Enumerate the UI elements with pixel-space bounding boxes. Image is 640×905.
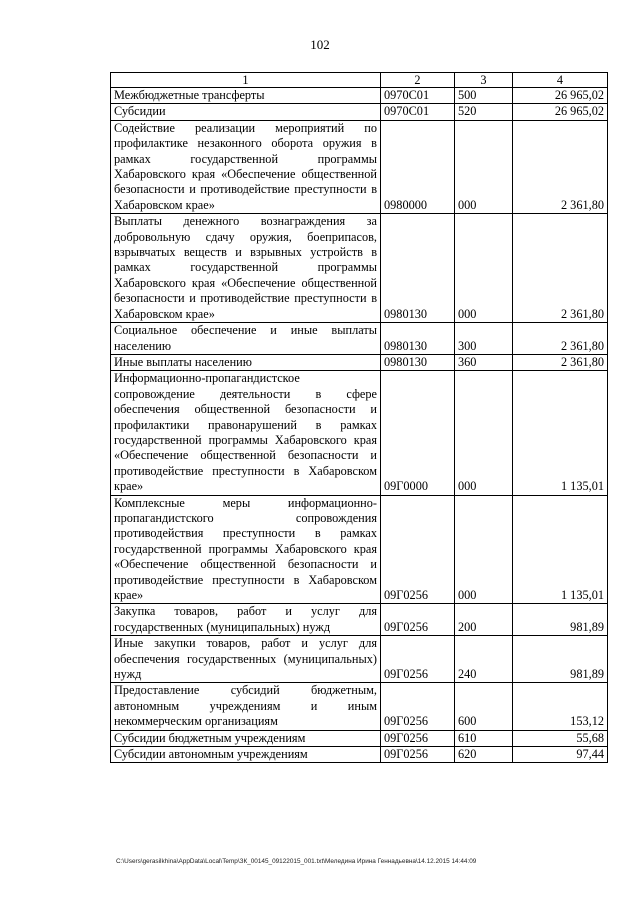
row-amount-cell: 97,44: [513, 747, 608, 763]
row-code-cell: 09Г0256: [381, 636, 455, 683]
row-name-cell: Субсидии автономным учреждениям: [111, 747, 381, 763]
row-kind-cell: 000: [455, 214, 513, 323]
row-code-cell: 0980130: [381, 214, 455, 323]
row-kind-cell: 620: [455, 747, 513, 763]
row-name-cell: Закупка товаров, работ и услуг для государственных (муниципальных) нужд: [111, 604, 381, 636]
row-amount-cell: 2 361,80: [513, 120, 608, 213]
header-cell-3: 3: [455, 73, 513, 88]
row-code-cell: 09Г0256: [381, 730, 455, 746]
row-amount-cell: 55,68: [513, 730, 608, 746]
table-row: [111, 747, 608, 763]
row-name-cell: Выплаты денежного вознаграждения за добровольную сдачу оружия, боеприпасов, взрывчатых веществ и взрывных устройств в рамках государственной программы Хабаровского края «Обеспечение общественной безопасности и противодействие преступности в Хабаровском крае»: [111, 214, 381, 323]
row-amount-cell: 153,12: [513, 683, 608, 730]
table-row: [111, 214, 608, 323]
table-row: [111, 88, 608, 104]
row-code-cell: 09Г0256: [381, 604, 455, 636]
row-name-cell: Субсидии бюджетным учреждениям: [111, 730, 381, 746]
row-code-cell: 09Г0256: [381, 683, 455, 730]
row-kind-cell: 000: [455, 371, 513, 495]
row-amount-cell: 2 361,80: [513, 214, 608, 323]
row-kind-cell: 360: [455, 354, 513, 370]
row-amount-cell: 26 965,02: [513, 88, 608, 104]
table-row: [111, 604, 608, 636]
row-name-cell: Иные закупки товаров, работ и услуг для обеспечения государственных (муниципальных) нужд: [111, 636, 381, 683]
page-number: 102: [310, 37, 330, 52]
header-cell-4: 4: [513, 73, 608, 88]
row-amount-cell: 981,89: [513, 636, 608, 683]
row-name-cell: Социальное обеспечение и иные выплаты населению: [111, 323, 381, 355]
row-kind-cell: 000: [455, 495, 513, 604]
row-name-cell: Предоставление субсидий бюджетным, автономным учреждениям и иным некоммерческим организациям: [111, 683, 381, 730]
row-name-cell: Комплексные меры информационно-пропагандистского сопровождения противодействия преступности в рамках государственной программы Хабаровского края «Обеспечение общественной безопасности и противодействие преступности в Хабаровском крае»: [111, 495, 381, 604]
row-name-cell: Содействие реализации мероприятий по профилактике незаконного оборота оружия в рамках государственной программы Хабаровского края «Обеспечение общественной безопасности и противодействие преступности в Хабаровском крае»: [111, 120, 381, 213]
row-code-cell: 09Г0000: [381, 371, 455, 495]
row-code-cell: 0980130: [381, 354, 455, 370]
table-row: [111, 104, 608, 120]
table-row: [111, 120, 608, 213]
header-cell-2: 2: [381, 73, 455, 88]
row-kind-cell: 000: [455, 120, 513, 213]
table-header-row: [111, 73, 608, 88]
row-code-cell: 0970С01: [381, 88, 455, 104]
table-row: [111, 371, 608, 495]
row-amount-cell: 1 135,01: [513, 495, 608, 604]
row-code-cell: 09Г0256: [381, 495, 455, 604]
table-row: [111, 495, 608, 604]
row-kind-cell: 500: [455, 88, 513, 104]
row-kind-cell: 240: [455, 636, 513, 683]
file-path-footer: C:\Users\gerasilkhina\AppData\Local\Temp\ЗК_00145_09122015_001.txt\Меледина Ирина Геннадьевна\14.12.2015 14:44:09: [116, 858, 477, 865]
row-name-cell: Иные выплаты населению: [111, 354, 381, 370]
row-kind-cell: 610: [455, 730, 513, 746]
table-row: [111, 683, 608, 730]
row-name-cell: Субсидии: [111, 104, 381, 120]
row-amount-cell: 2 361,80: [513, 354, 608, 370]
header-cell-1: 1: [111, 73, 381, 88]
row-code-cell: 0970С01: [381, 104, 455, 120]
row-code-cell: 0980000: [381, 120, 455, 213]
row-name-cell: Информационно-пропагандистское сопровождение деятельности в сфере обеспечения общественной безопасности и профилактики правонарушений в рамках государственной программы Хабаровского края «Обеспечение общественной безопасности и противодействие преступности в Хабаровском крае»: [111, 371, 381, 495]
row-code-cell: 0980130: [381, 323, 455, 355]
table-row: [111, 354, 608, 370]
row-kind-cell: 600: [455, 683, 513, 730]
table-row: [111, 730, 608, 746]
row-kind-cell: 520: [455, 104, 513, 120]
table-row: [111, 636, 608, 683]
row-code-cell: 09Г0256: [381, 747, 455, 763]
row-amount-cell: 981,89: [513, 604, 608, 636]
budget-table: [110, 72, 608, 763]
row-amount-cell: 1 135,01: [513, 371, 608, 495]
row-amount-cell: 26 965,02: [513, 104, 608, 120]
row-name-cell: Межбюджетные трансферты: [111, 88, 381, 104]
row-kind-cell: 200: [455, 604, 513, 636]
row-kind-cell: 300: [455, 323, 513, 355]
table-row: [111, 323, 608, 355]
row-amount-cell: 2 361,80: [513, 323, 608, 355]
